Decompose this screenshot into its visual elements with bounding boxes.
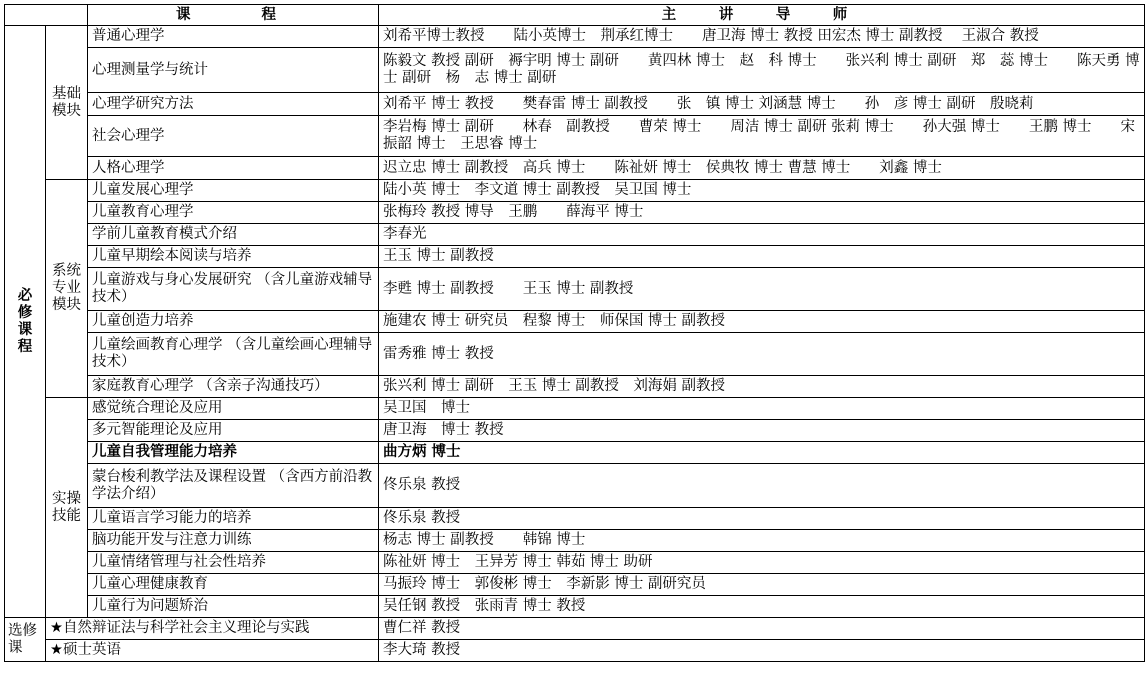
course-teachers: 唐卫海 博士 教授	[379, 420, 1145, 442]
course-teachers: 佟乐泉 教授	[379, 464, 1145, 508]
course-teachers: 吴卫国 博士	[379, 398, 1145, 420]
required-category	[5, 26, 46, 618]
table-row	[5, 93, 1145, 116]
required-category-char: 程	[17, 338, 33, 355]
course-teachers: 李岩梅 博士 副研 林春 副教授 曹荣 博士 周洁 博士 副研 张莉 博士 孙大强 博士 王鹏 博士 宋振韶 博士 王思睿 博士	[379, 116, 1145, 157]
course-teachers: 刘希平博士教授 陆小英博士 荆承红博士 唐卫海 博士 教授 田宏杰 博士 副教授 王淑合 教授	[379, 26, 1145, 48]
elective-category-line: 课	[8, 639, 23, 656]
course-table	[4, 4, 1145, 662]
course-teachers: 李大琦 教授	[379, 640, 1145, 662]
course-teachers: 王玉 博士 副教授	[379, 246, 1145, 268]
table-row	[5, 640, 1145, 662]
table-row	[5, 508, 1145, 530]
table-row	[5, 116, 1145, 157]
course-name: 儿童情绪管理与社会性培养	[88, 552, 379, 574]
course-teachers: 雷秀雅 博士 教授	[379, 333, 1145, 376]
course-name: 人格心理学	[88, 157, 379, 180]
course-teachers: 陈毅文 教授 副研 褥宇明 博士 副研 黄四林 博士 赵 科 博士 张兴利 博士 副研 郑 蕊 博士 陈天勇 博士 副研 杨 志 博士 副研	[379, 48, 1145, 93]
table-row	[5, 268, 1145, 311]
table-row	[5, 398, 1145, 420]
table-row	[5, 442, 1145, 464]
course-teachers: 陈祉妍 博士 王异芳 博士 韩茹 博士 助研	[379, 552, 1145, 574]
course-name: 脑功能开发与注意力训练	[88, 530, 379, 552]
course-teachers: 迟立忠 博士 副教授 高兵 博士 陈祉妍 博士 侯典牧 博士 曹慧 博士 刘鑫 博士	[379, 157, 1145, 180]
table-row	[5, 311, 1145, 333]
module-label-line: 专业	[52, 280, 81, 296]
module-label-line: 模块	[52, 102, 81, 119]
course-name: 社会心理学	[88, 116, 379, 157]
table-row	[5, 464, 1145, 508]
course-name: 儿童早期绘本阅读与培养	[88, 246, 379, 268]
course-name: 儿童教育心理学	[88, 202, 379, 224]
course-teachers: 马振玲 博士 郭俊彬 博士 李新影 博士 副研究员	[379, 574, 1145, 596]
required-category-char: 课	[17, 321, 33, 338]
table-row	[5, 202, 1145, 224]
table-row	[5, 180, 1145, 202]
table-row	[5, 26, 1145, 48]
course-teachers: 陆小英 博士 李文道 博士 副教授 吴卫国 博士	[379, 180, 1145, 202]
course-teachers: 曹仁祥 教授	[379, 618, 1145, 640]
table-row	[5, 376, 1145, 398]
course-teachers: 佟乐泉 教授	[379, 508, 1145, 530]
module-label	[46, 26, 88, 180]
module-label	[46, 180, 88, 398]
module-label-line: 系统	[52, 263, 81, 279]
header-corner	[5, 5, 88, 26]
course-name: 学前儿童教育模式介绍	[88, 224, 379, 246]
course-teachers: 杨志 博士 副教授 韩锦 博士	[379, 530, 1145, 552]
course-name: 多元智能理论及应用	[88, 420, 379, 442]
module-label-line: 模块	[52, 297, 81, 313]
course-teachers: 张兴利 博士 副研 王玉 博士 副教授 刘海娟 副教授	[379, 376, 1145, 398]
course-name: 儿童行为问题矫治	[88, 596, 379, 618]
table-row	[5, 48, 1145, 93]
required-category-char: 必	[17, 287, 33, 304]
module-label-line: 实操	[52, 490, 81, 507]
table-row	[5, 574, 1145, 596]
table-row	[5, 420, 1145, 442]
course-name: ★自然辩证法与科学社会主义理论与实践	[46, 618, 379, 640]
elective-category-line: 选修	[8, 622, 37, 639]
table-row	[5, 618, 1145, 640]
course-name: 感觉统合理论及应用	[88, 398, 379, 420]
table-row	[5, 530, 1145, 552]
course-name: 普通心理学	[88, 26, 379, 48]
required-category-char: 修	[17, 304, 33, 321]
course-teachers: 吴任钢 教授 张雨青 博士 教授	[379, 596, 1145, 618]
course-teachers: 曲方炳 博士	[379, 442, 1145, 464]
header-course: 课 程	[88, 5, 379, 26]
course-name: 心理学研究方法	[88, 93, 379, 116]
header-row	[5, 5, 1145, 26]
course-name: 儿童游戏与身心发展研究 （含儿童游戏辅导技术）	[88, 268, 379, 311]
course-teachers: 刘希平 博士 教授 樊春雷 博士 副教授 张 镇 博士 刘涵慧 博士 孙 彦 博士 副研 殷晓莉	[379, 93, 1145, 116]
table-row	[5, 552, 1145, 574]
table-row	[5, 246, 1145, 268]
course-teachers: 李春光	[379, 224, 1145, 246]
module-label-line: 技能	[52, 507, 81, 524]
elective-category	[5, 618, 46, 662]
course-name: 儿童语言学习能力的培养	[88, 508, 379, 530]
course-name: 儿童心理健康教育	[88, 574, 379, 596]
header-teacher: 主 讲 导 师	[379, 5, 1145, 26]
module-label	[46, 398, 88, 618]
course-teachers: 张梅玲 教授 博导 王鹏 薛海平 博士	[379, 202, 1145, 224]
course-name: 儿童绘画教育心理学 （含儿童绘画心理辅导技术）	[88, 333, 379, 376]
course-name: 儿童自我管理能力培养	[88, 442, 379, 464]
course-name: 家庭教育心理学 （含亲子沟通技巧）	[88, 376, 379, 398]
course-name: 儿童创造力培养	[88, 311, 379, 333]
course-teachers: 李甦 博士 副教授 王玉 博士 副教授	[379, 268, 1145, 311]
table-row	[5, 224, 1145, 246]
table-row	[5, 333, 1145, 376]
table-row	[5, 157, 1145, 180]
course-name: 儿童发展心理学	[88, 180, 379, 202]
course-name: ★硕士英语	[46, 640, 379, 662]
course-name: 蒙台梭利教学法及课程设置 （含西方前沿教学法介绍）	[88, 464, 379, 508]
course-teachers: 施建农 博士 研究员 程黎 博士 师保国 博士 副教授	[379, 311, 1145, 333]
course-name: 心理测量学与统计	[88, 48, 379, 93]
table-row	[5, 596, 1145, 618]
module-label-line: 基础	[52, 85, 81, 102]
